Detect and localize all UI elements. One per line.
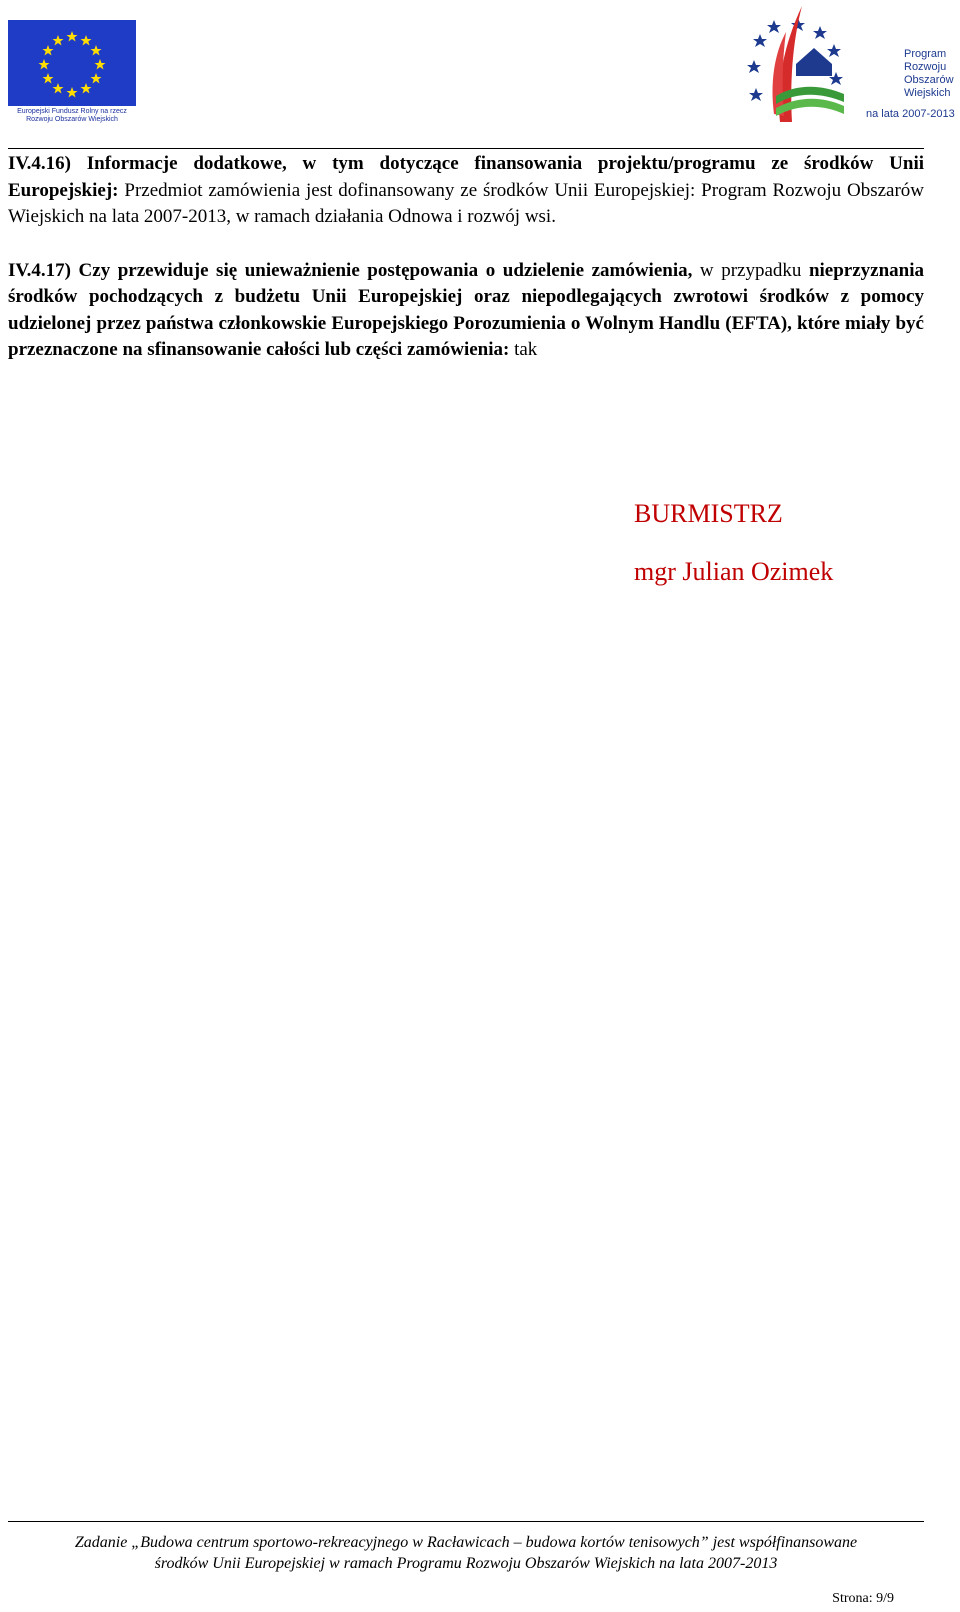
section-heading: IV.4.16) Informacje dodatkowe, w tym dotyczące finansowania projektu/programu ze środków Unii Europejskiej: (8, 153, 924, 201)
prow-logo-years: na lata 2007-2013 (866, 108, 955, 120)
section-answer: Przedmiot zamówienia jest dofinansowany ze środków Unii Europejskiej: Program Rozwoju Obszarów Wiejskich na lata 2007-2013, w ramach działania Odnowa i rozwój wsi. (8, 179, 925, 227)
signature-title: BURMISTRZ (634, 499, 783, 528)
page-footer (8, 1532, 924, 1574)
prow-emblem-icon (740, 4, 880, 130)
page-number: Strona: 9/9 (832, 1591, 894, 1606)
section-heading: IV.4.17) Czy przewiduje się unieważnienie postępowania o udzielenie zamówienia, (8, 259, 693, 281)
document-body (8, 151, 924, 364)
section-iv-4-16 (8, 151, 924, 231)
footer-line-2: środków Unii Europejskiej w ramach Programu Rozwoju Obszarów Wiejskich na lata 2007-2013 (154, 1555, 778, 1572)
footer-divider (8, 1521, 924, 1522)
section-connector: w przypadku (699, 259, 802, 281)
section-iv-4-17 (8, 258, 924, 364)
eu-eafrd-logo (8, 20, 136, 126)
footer-line-1: Zadanie „Budowa centrum sportowo-rekreacyjnego w Racławicach – budowa kortów tenisowych” jest współfinansowane (74, 1534, 858, 1551)
prow-line-4: Wiejskich (904, 87, 951, 99)
section-answer: tak (514, 339, 538, 360)
eu-logo-caption: Europejski Fundusz Rolny na rzecz Rozwoju Obszarów Wiejskich (17, 108, 127, 123)
eu-stars-icon (8, 20, 136, 106)
eu-flag-icon (8, 20, 136, 106)
page-header (0, 0, 960, 150)
header-divider (8, 148, 924, 149)
prow-logo (756, 4, 956, 130)
prow-line-3: Obszarów (904, 74, 954, 86)
prow-line-1: Program (904, 48, 947, 60)
signature-name: mgr Julian Ozimek (634, 557, 834, 586)
section-heading-rest: nieprzyznania środków pochodzących z budżetu Unii Europejskiej oraz niepodlegających zwrotowi środków z pomocy udzielonej przez państwa członkowskie Europejskiego Porozumienia o Wolnym Handlu (EFTA), które miały być przeznaczone na sfinansowanie całości lub części zamówienia: (8, 259, 924, 360)
prow-line-2: Rozwoju (904, 61, 947, 73)
prow-logo-text (904, 48, 954, 100)
signature-block (634, 485, 833, 601)
